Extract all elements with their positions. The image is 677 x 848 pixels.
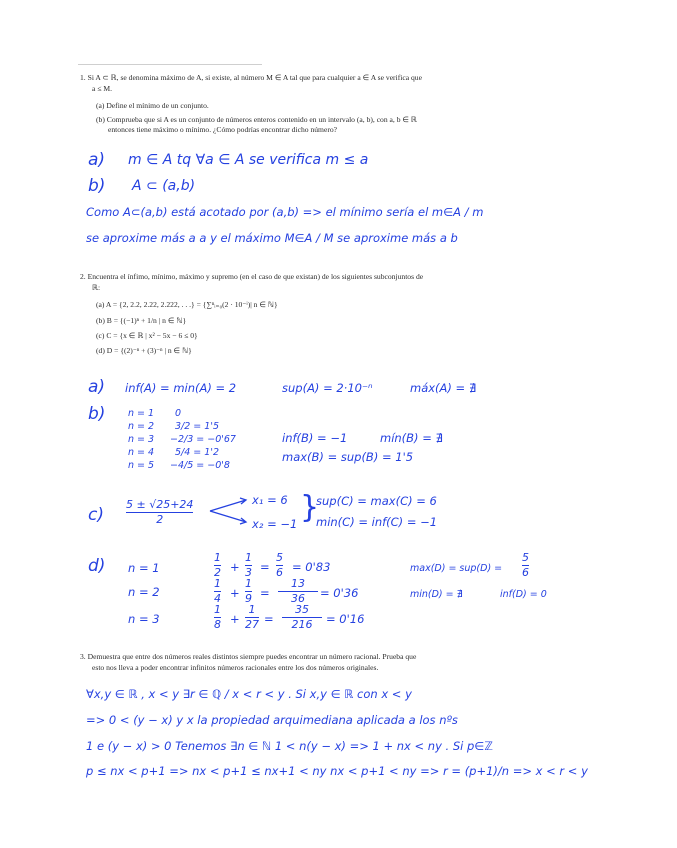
q2-b-row-n: n = 5 <box>128 460 155 471</box>
q2-answer-c-sup: sup(C) = max(C) = 6 <box>316 494 437 508</box>
denominator: 6 <box>522 566 529 580</box>
q2-answer-d-inf: inf(D) = 0 <box>500 589 547 600</box>
q1-part-b-cont: entonces tiene máximo o mínimo. ¿Cómo podrías encontrar dicho número? <box>108 125 338 134</box>
denominator: 216 <box>291 618 313 632</box>
q2-c-brace: } <box>300 490 320 525</box>
numerator: 35 <box>295 603 309 616</box>
q2-set-b: (b) B = {(−1)ⁿ + 1/n | n ∈ ℕ} <box>96 316 187 325</box>
denominator: 2 <box>214 566 221 580</box>
q2-statement: 2. Encuentra el ínfimo, mínimo, máximo y supremo (en el caso de que existan) de los siguientes subconjuntos de <box>80 272 424 281</box>
q2-answer-c-min: min(C) = inf(C) = −1 <box>316 515 438 529</box>
q1-answer-a: m ∈ A tq ∀a ∈ A se verifica m ≤ a <box>128 152 369 168</box>
q2-answer-d-min: min(D) = ∄ <box>410 589 463 600</box>
numerator: 1 <box>214 577 221 590</box>
q2-d-r1-b <box>245 552 252 579</box>
q2-d-r1-decimal: = 0'83 <box>292 560 331 574</box>
q2-d-r1-result <box>276 552 283 579</box>
q3-answer-line3: 1 e (y − x) > 0 Tenemos ∃n ∈ ℕ 1 < n(y − x) => 1 + nx < ny . Si p∈ℤ <box>86 739 493 753</box>
q2-b-row-n: n = 3 <box>128 434 155 445</box>
q1-answer-b-label: b) <box>88 176 106 196</box>
q2-c-quadratic-formula <box>126 499 193 526</box>
denominator: 27 <box>245 618 259 632</box>
q2-c-arrows <box>208 496 252 526</box>
denominator: 3 <box>245 566 252 580</box>
q3-statement: 3. Demuestra que entre dos números reales distintos siempre puedes encontrar un número racional. Prueba que <box>80 652 417 661</box>
q2-b-row-v: 3/2 = 1'5 <box>175 421 219 432</box>
q2-answer-c-label: c) <box>88 505 104 525</box>
q2-c-denominator: 2 <box>156 513 164 527</box>
top-rule <box>78 64 262 65</box>
q1-statement: 1. Si A ⊂ ℝ, se denomina máximo de A, si existe, al número M ∈ A tal que para cualquier a ∈ A se verifica que <box>80 73 422 82</box>
q2-d-r3-b <box>245 604 259 631</box>
denominator: 8 <box>214 618 221 632</box>
q2-b-row-v: 5/4 = 1'2 <box>175 447 219 458</box>
plus-sign: + <box>230 612 240 626</box>
q2-answer-a-label: a) <box>88 377 106 397</box>
numerator: 1 <box>214 603 221 616</box>
q2-set-d: (d) D = {(2)⁻ⁿ + (3)⁻ⁿ | n ∈ ℕ} <box>96 346 192 355</box>
q2-answer-a-inf: inf(A) = min(A) = 2 <box>125 381 237 395</box>
q2-c-numerator: 5 ± √25+24 <box>126 498 194 511</box>
q2-answer-d-label: d) <box>88 556 106 576</box>
q2-b-row-v: −2/3 = −0'67 <box>170 434 236 445</box>
equals-sign: = <box>260 560 270 574</box>
q2-d-r3-a <box>214 604 221 631</box>
equals-sign: = <box>264 612 274 626</box>
q2-answer-a-max: máx(A) = ∄ <box>410 381 477 395</box>
numerator: 1 <box>245 577 252 590</box>
denominator: 9 <box>245 592 252 606</box>
q2-answer-d-n3: n = 3 <box>128 612 160 626</box>
numerator: 1 <box>214 551 221 564</box>
numerator: 5 <box>522 551 529 564</box>
q2-d-r2-result <box>278 578 318 605</box>
q2-b-row-v: 0 <box>175 408 182 419</box>
q1-part-a: (a) Define el mínimo de un conjunto. <box>96 101 209 110</box>
q2-answer-b-min: mín(B) = ∄ <box>380 431 443 445</box>
q2-set-c: (c) C = {x ∈ ℝ | x² − 5x − 6 ≤ 0} <box>96 331 198 340</box>
q2-b-row-n: n = 2 <box>128 421 155 432</box>
denominator: 36 <box>291 592 305 606</box>
q2-b-row-v: −4/5 = −0'8 <box>170 460 230 471</box>
numerator: 1 <box>245 551 252 564</box>
denominator: 4 <box>214 592 221 606</box>
q3-answer-line4: p ≤ nx < p+1 => nx < p+1 ≤ nx+1 < ny nx < p+1 < ny => r = (p+1)/n => x < r < y <box>86 764 588 778</box>
q1-answer-b-line1: Como A⊂(a,b) está acotado por (a,b) => el mínimo sería el m∈A / m <box>86 205 484 219</box>
equals-sign: = <box>260 586 270 600</box>
q2-answer-b-max: max(B) = sup(B) = 1'5 <box>282 450 414 464</box>
q2-answer-c-x2: x₂ = −1 <box>252 517 298 531</box>
q3-statement-cont: esto nos lleva a poder encontrar infinitos números racionales entre los dos números originales. <box>92 663 379 672</box>
q2-answer-b-inf: inf(B) = −1 <box>282 431 348 445</box>
numerator: 5 <box>276 551 283 564</box>
q2-answer-d-max: max(D) = sup(D) = <box>410 563 503 574</box>
q1-answer-a-label: a) <box>88 150 106 170</box>
q2-d-r2-decimal: = 0'36 <box>320 586 359 600</box>
q2-d-r2-b <box>245 578 252 605</box>
q2-d-r2-a <box>214 578 221 605</box>
q2-answer-d-n1: n = 1 <box>128 561 160 575</box>
q2-answer-d-n2: n = 2 <box>128 585 160 599</box>
q2-b-row-n: n = 1 <box>128 408 155 419</box>
q1-answer-b-line2: se aproxime más a a y el máximo M∈A / M se aproxime más a b <box>86 231 458 245</box>
numerator: 13 <box>291 577 305 590</box>
numerator: 1 <box>248 603 256 616</box>
plus-sign: + <box>230 560 240 574</box>
q3-answer-line1: ∀x,y ∈ ℝ , x < y ∃r ∈ ℚ / x < r < y . Si x,y ∈ ℝ con x < y <box>86 687 412 701</box>
q2-answer-a-sup: sup(A) = 2·10⁻ⁿ <box>282 381 373 395</box>
q2-b-row-n: n = 4 <box>128 447 155 458</box>
q1-part-b: (b) Comprueba que si A es un conjunto de números enteros contenido en un intervalo (a, b), con a, b ∈ ℝ <box>96 115 417 124</box>
q2-d-r1-a <box>214 552 221 579</box>
q2-d-max-fraction <box>522 552 529 579</box>
q1-statement-cont: a ≤ M. <box>92 84 112 93</box>
denominator: 6 <box>276 566 283 580</box>
q3-answer-line2: => 0 < (y − x) y x la propiedad arquimediana aplicada a los nºs <box>86 713 458 727</box>
q2-statement-cont: ℝ: <box>92 283 101 292</box>
q2-d-r3-decimal: = 0'16 <box>326 612 365 626</box>
q1-answer-b: A ⊂ (a,b) <box>132 178 196 194</box>
q2-set-a: (a) A = {2, 2.2, 2.22, 2.222, . . .} = {∑ⁿᵢ₌₀(2 · 10⁻ⁱ)| n ∈ ℕ} <box>96 300 278 309</box>
q2-answer-c-x1: x₁ = 6 <box>252 493 288 507</box>
q2-d-r3-result <box>282 604 322 631</box>
plus-sign: + <box>230 586 240 600</box>
q2-answer-b-label: b) <box>88 404 106 424</box>
